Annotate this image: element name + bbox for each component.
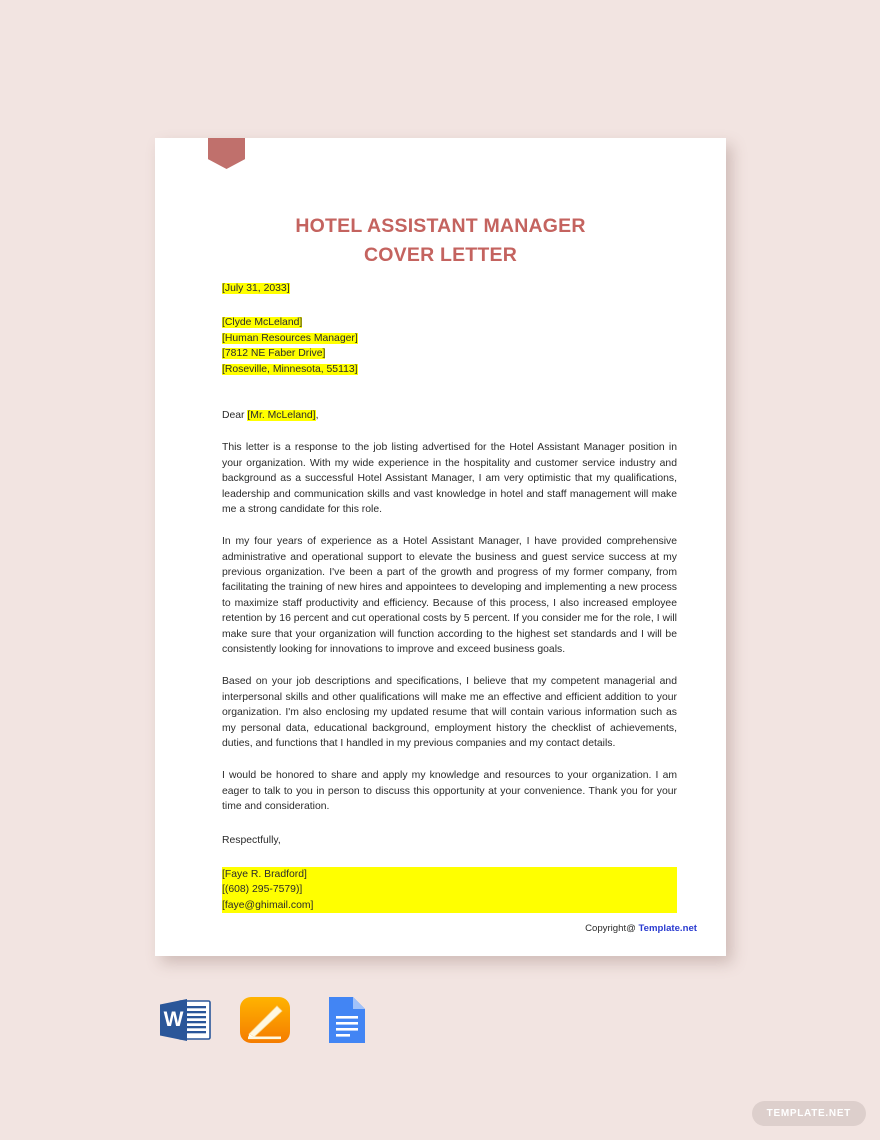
body-paragraph-2: In my four years of experience as a Hotel Assistant Manager, I have provided comprehensive administrative and operational support to elevate the business and guest service success at my previous organization. I've been a part of the growth and progress of my former company, from facilitating the training of new hires and appointees to developing and implementing a new process to maximize staff productivity and efficiency. Because of this process, I also increased employee retention by 16 percent and cut operational costs by 5 percent. If you consider me for the role, I will make sure that your organization will function according to the highest set standards and I will be consistently looking for innovations to improve and exceed business goals. (222, 536, 677, 656)
signature-phone-line (222, 882, 677, 897)
signature-phone: [(608) 295-7579)] (222, 882, 677, 897)
recipient-address-block (222, 315, 677, 377)
recipient-street-line (222, 346, 677, 361)
svg-text:W: W (163, 1008, 184, 1031)
document-preview[interactable] (155, 138, 726, 956)
copyright-prefix: Copyright@ (585, 923, 639, 934)
title-line-1: HOTEL ASSISTANT MANAGER (295, 215, 586, 237)
recipient-city-line (222, 362, 677, 377)
template-net-watermark-badge: TEMPLATE.NET (752, 1101, 866, 1126)
letter-date-line (222, 281, 677, 296)
file-format-icons (155, 990, 375, 1050)
letter-body (222, 281, 677, 913)
copyright-footer (585, 923, 697, 934)
body-paragraph-4: I would be honored to share and apply my knowledge and resources to your organization. I am eager to talk to you in person to discuss this opportunity at your convenience. Thank you for your time and consideration. (222, 770, 677, 813)
decorative-banner-shape (208, 138, 245, 169)
template-net-link[interactable]: Template.net (638, 923, 697, 934)
letter-page (155, 138, 726, 956)
recipient-title-line (222, 331, 677, 346)
recipient-name: [Clyde McLeland] (222, 317, 303, 329)
title-line-2: COVER LETTER (364, 243, 517, 266)
signature-email: [faye@ghimail.com] (222, 898, 677, 913)
apple-pages-icon[interactable] (235, 990, 295, 1050)
signature-name-line (222, 867, 677, 882)
salutation-name: [Mr. McLeland] (247, 409, 316, 421)
microsoft-word-icon[interactable] (155, 990, 215, 1050)
google-docs-icon[interactable] (315, 990, 375, 1050)
letter-date: [July 31, 2033] (222, 283, 290, 294)
signature-block (222, 867, 677, 913)
body-paragraph-3: Based on your job descriptions and specifications, I believe that my competent managerial and interpersonal skills and other qualifications will make me an effective and efficient addition to your organization. I'm also enclosing my updated resume that will contain various information such as my personal data, educational background, employment history the checklist of achievements, duties, and functions that I handled in my previous companies and my contact details. (222, 676, 677, 749)
signature-name: [Faye R. Bradford] (222, 867, 677, 882)
page-title (155, 212, 726, 269)
signature-email-line (222, 898, 677, 913)
recipient-street: [7812 NE Faber Drive] (222, 348, 326, 360)
body-paragraph-1: This letter is a response to the job listing advertised for the Hotel Assistant Manager position in your organization. With my wide experience in the hospitality and customer service industry and background as a successful Hotel Assistant Manager, I am very optimistic that my qualifications, leadership and communication skills and vast knowledge in hotel and staff management will make me a strong candidate for this role. (222, 442, 677, 515)
salutation-suffix: , (315, 409, 319, 421)
salutation-line (222, 408, 677, 423)
salutation-prefix: Dear (222, 409, 248, 421)
closing-line: Respectfully, (222, 834, 281, 846)
recipient-city-state-zip: [Roseville, Minnesota, 55113] (222, 363, 358, 375)
recipient-job-title: [Human Resources Manager] (222, 332, 358, 344)
recipient-name-line (222, 315, 677, 330)
